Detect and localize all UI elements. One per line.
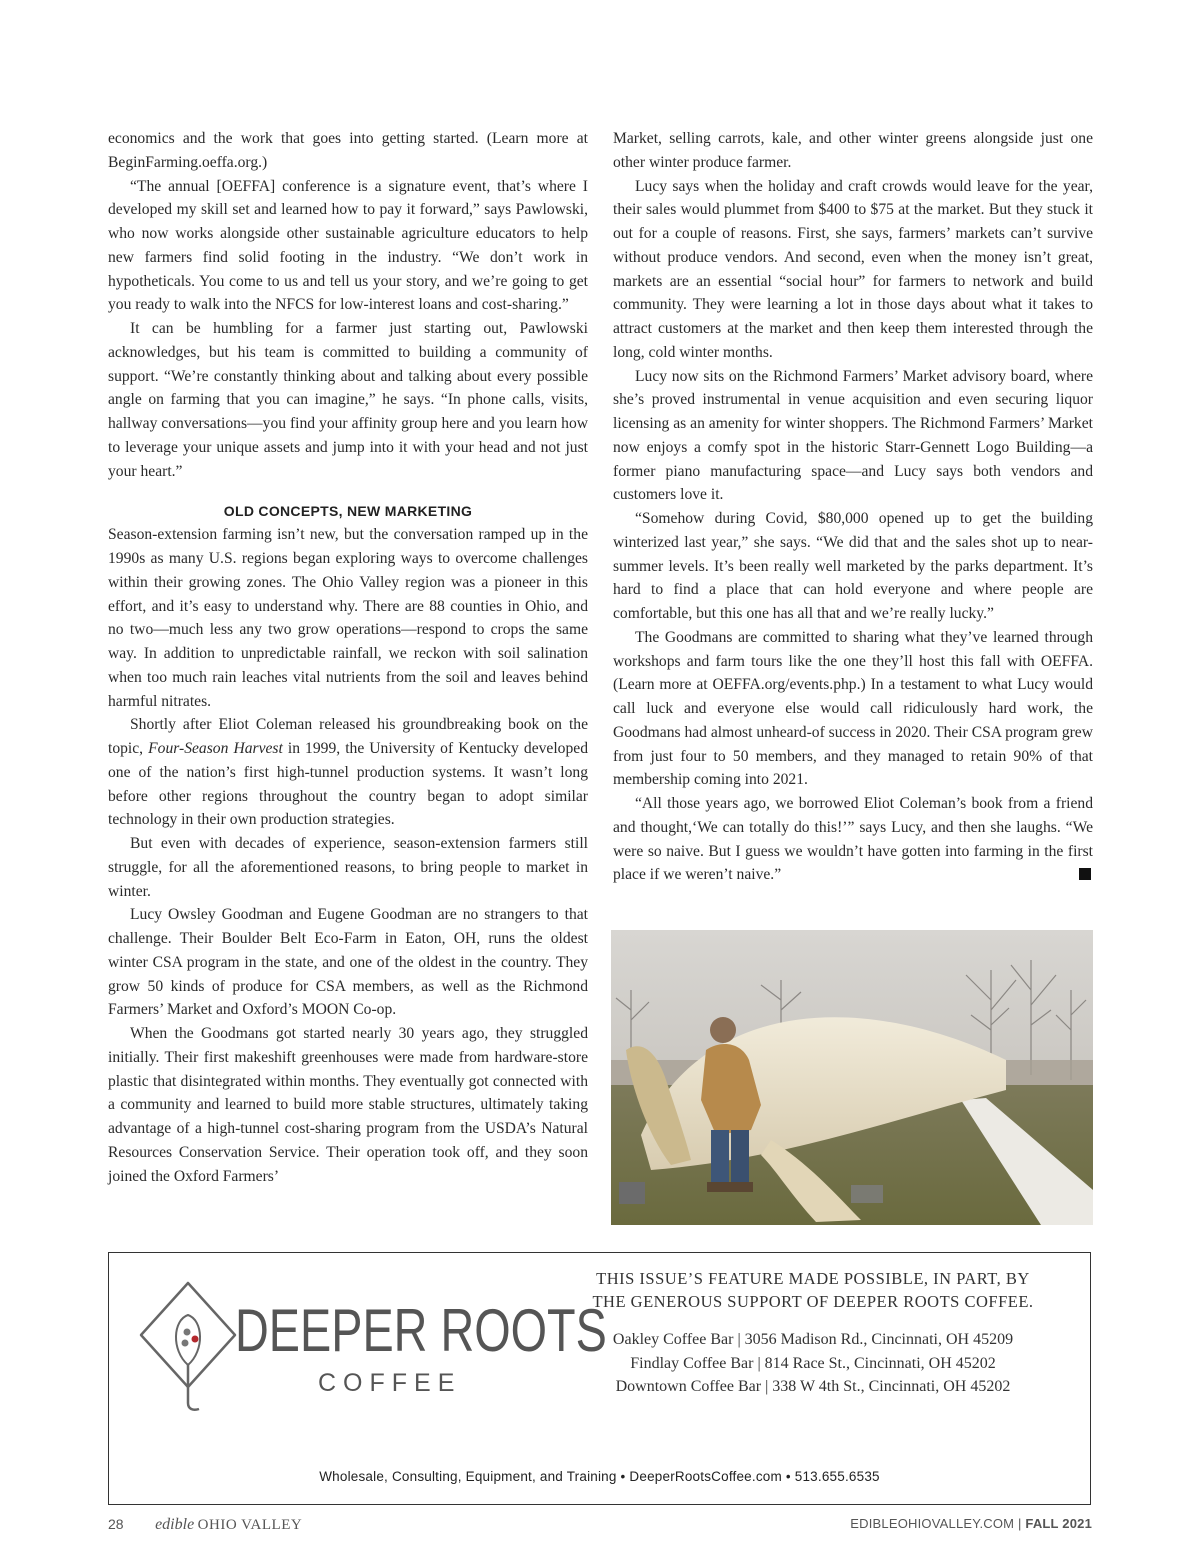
end-mark-icon <box>1079 868 1091 880</box>
ad-headline <box>553 1267 1073 1313</box>
page-folio <box>108 1509 1092 1533</box>
issue-label: FALL 2021 <box>1025 1516 1092 1531</box>
paragraph: “Somehow during Covid, $80,000 opened up to get the building winterized last year,” she says. “We did that and the sales shot up to near-summer levels. It’s been really well marketed by the parks department. It’s hard to find a place that can hold everyone and where people are comfortable, but this one has all that and we’re really lucky.” <box>613 510 1093 622</box>
ad-headline-line: THIS ISSUE’S FEATURE MADE POSSIBLE, IN PART, BY <box>596 1269 1030 1288</box>
ad-footer: Wholesale, Consulting, Equipment, and Training • DeeperRootsCoffee.com • 513.655.6535 <box>319 1469 880 1484</box>
deeper-roots-logo <box>133 1275 607 1415</box>
paragraph: Market, selling carrots, kale, and other winter greens alongside just one other winter produce farmer. <box>613 130 1093 171</box>
farm-photo-illustration <box>611 930 1093 1225</box>
logo-subtitle: COFFEE <box>318 1369 462 1397</box>
logo-emblem-icon <box>133 1275 243 1415</box>
sponsor-ad <box>108 1252 1091 1505</box>
farm-photo <box>611 930 1093 1225</box>
paragraph: When the Goodmans got started nearly 30 years ago, they struggled initially. Their first makeshift greenhouses were made from hardware-store plastic that disintegrated within months. They eventually got connected with a community and learned to build more stable structures, ultimately taking advantage of a high-tunnel cost-sharing program from the USDA’s Natural Resources Conservation Service. Their operation took off, and they soon joined the Oxford Farmers’ <box>108 1025 588 1185</box>
folio-left <box>108 1516 302 1534</box>
magazine-name-edible: edible <box>155 1516 195 1533</box>
paragraph <box>613 792 1093 887</box>
section-heading: OLD CONCEPTS, NEW MARKETING <box>223 503 473 520</box>
left-column <box>108 127 588 1188</box>
logo-wordmark: DEEPER ROOTS <box>235 1297 607 1364</box>
paragraph: Lucy Owsley Goodman and Eugene Goodman are no strangers to that challenge. Their Boulder Belt Eco-Farm in Eaton, OH, runs the oldest winter CSA program in the state, and one of the oldest in the country. They grow 50 kinds of produce for CSA members, as well as the Richmond Farmers’ Market and Oxford’s MOON Co-op. <box>108 906 588 1019</box>
paragraph: “The annual [OEFFA] conference is a signature event, that’s where I developed my skill set and learned how to pay it forward,” says Pawlowski, who now works alongside other sustainable agriculture educators to help new farmers find solid footing in the industry. “We don’t work in hypotheticals. You come to us and tell us your story, and we’re going to get you ready to walk into the NFCS for low-interest loans and cost-sharing.” <box>108 177 588 314</box>
paragraph: The Goodmans are committed to sharing what they’ve learned through workshops and farm tours like the one they’ll host this fall with OEFFA. (Learn more at OEFFA.org/events.php.) In a testament to what Lucy would call luck and everyone else would call ridiculously hard work, the Goodmans had almost unheard-of success in 2020. Their CSA program grew from just four to 50 members, and they managed to retain 90% of that membership coming into 2021. <box>613 628 1093 789</box>
website: EDIBLEOHIOVALLEY.COM <box>850 1516 1015 1531</box>
paragraph-text: in 1999, the University of Kentucky developed one of the nation’s first high-tunnel production systems. It wasn’t long before other regions throughout the country began to adopt similar technology in their own production strategies. <box>108 740 588 829</box>
book-title: Four-Season Harvest <box>148 740 283 757</box>
paragraph-text: Shortly after Eliot Coleman released his groundbreaking book on the topic, <box>108 716 588 757</box>
paragraph: Season-extension farming isn’t new, but the conversation ramped up in the 1990s as many U.S. regions began exploring ways to overcome challenges within their growing zones. The Ohio Valley region was a pioneer in this effort, and it’s easy to understand why. There are 88 counties in Ohio, and no two—much less any two grow operations—respond to crops the same way. In addition to unpredictable rainfall, we reckon with soil salination when too much rain leaches vital nutrients from the soil and leaves behind harmful nitrates. <box>108 526 588 710</box>
paragraph: Lucy now sits on the Richmond Farmers’ Market advisory board, where she’s proved instrumental in venue acquisition and even securing liquor licensing as an amenity for winter shoppers. The Richmond Farmers’ Market now enjoys a comfy spot in the historic Starr-Gennett Logo Building—a former piano manufacturing space—and Lucy says both vendors and customers love it. <box>613 367 1093 504</box>
location-line: Downtown Coffee Bar | 338 W 4th St., Cincinnati, OH 45202 <box>615 1378 1011 1395</box>
paragraph <box>108 713 588 832</box>
page-number: 28 <box>108 1516 124 1532</box>
paragraph: Lucy says when the holiday and craft crowds would leave for the year, their sales would plummet from $400 to $75 at the market. But they stuck it out for a couple of reasons. First, she says, farmers’ markets can’t survive without produce vendors. And second, even when the money isn’t great, markets are an essential “social hour” for farmers to network and build community. They were learning a lot in those days about what it takes to attract customers at the market and then keep them interested through the long, cold winter months. <box>613 177 1093 361</box>
location-line: Findlay Coffee Bar | 814 Race St., Cincinnati, OH 45202 <box>630 1354 996 1372</box>
paragraph: It can be humbling for a farmer just starting out, Pawlowski acknowledges, but his team is committed to building a community of support. “We’re constantly thinking about and talking about every possible angle on farming that you can imagine,” he says. “In phone calls, visits, hallway conversations—you find your affinity group here and you learn how to leverage your unique assets and jump into it with your head and not just your heart.” <box>108 320 588 480</box>
folio-separator: | <box>1018 1516 1022 1531</box>
paragraph-text: “All those years ago, we borrowed Eliot Coleman’s book from a friend and thought,‘We can totally do this!’” says Lucy, and then she laughs. “We were so naive. But I guess we wouldn’t have gotten into farming in the first place if we weren’t naive.” <box>613 795 1093 884</box>
location-line: Oakley Coffee Bar | 3056 Madison Rd., Cincinnati, OH 45209 <box>612 1331 1014 1348</box>
ad-headline-line: THE GENEROUS SUPPORT OF DEEPER ROOTS COFFEE. <box>592 1292 1034 1311</box>
ad-locations <box>553 1328 1073 1399</box>
paragraph: economics and the work that goes into getting started. (Learn more at BeginFarming.oeffa.org.) <box>108 130 588 171</box>
magazine-name-region: OHIO VALLEY <box>197 1517 303 1533</box>
folio-right <box>850 1516 1092 1531</box>
right-column <box>613 127 1093 887</box>
ad-text <box>553 1267 1073 1399</box>
paragraph: But even with decades of experience, season-extension farmers still struggle, for all the aforementioned reasons, to bring people to market in winter. <box>108 835 588 900</box>
